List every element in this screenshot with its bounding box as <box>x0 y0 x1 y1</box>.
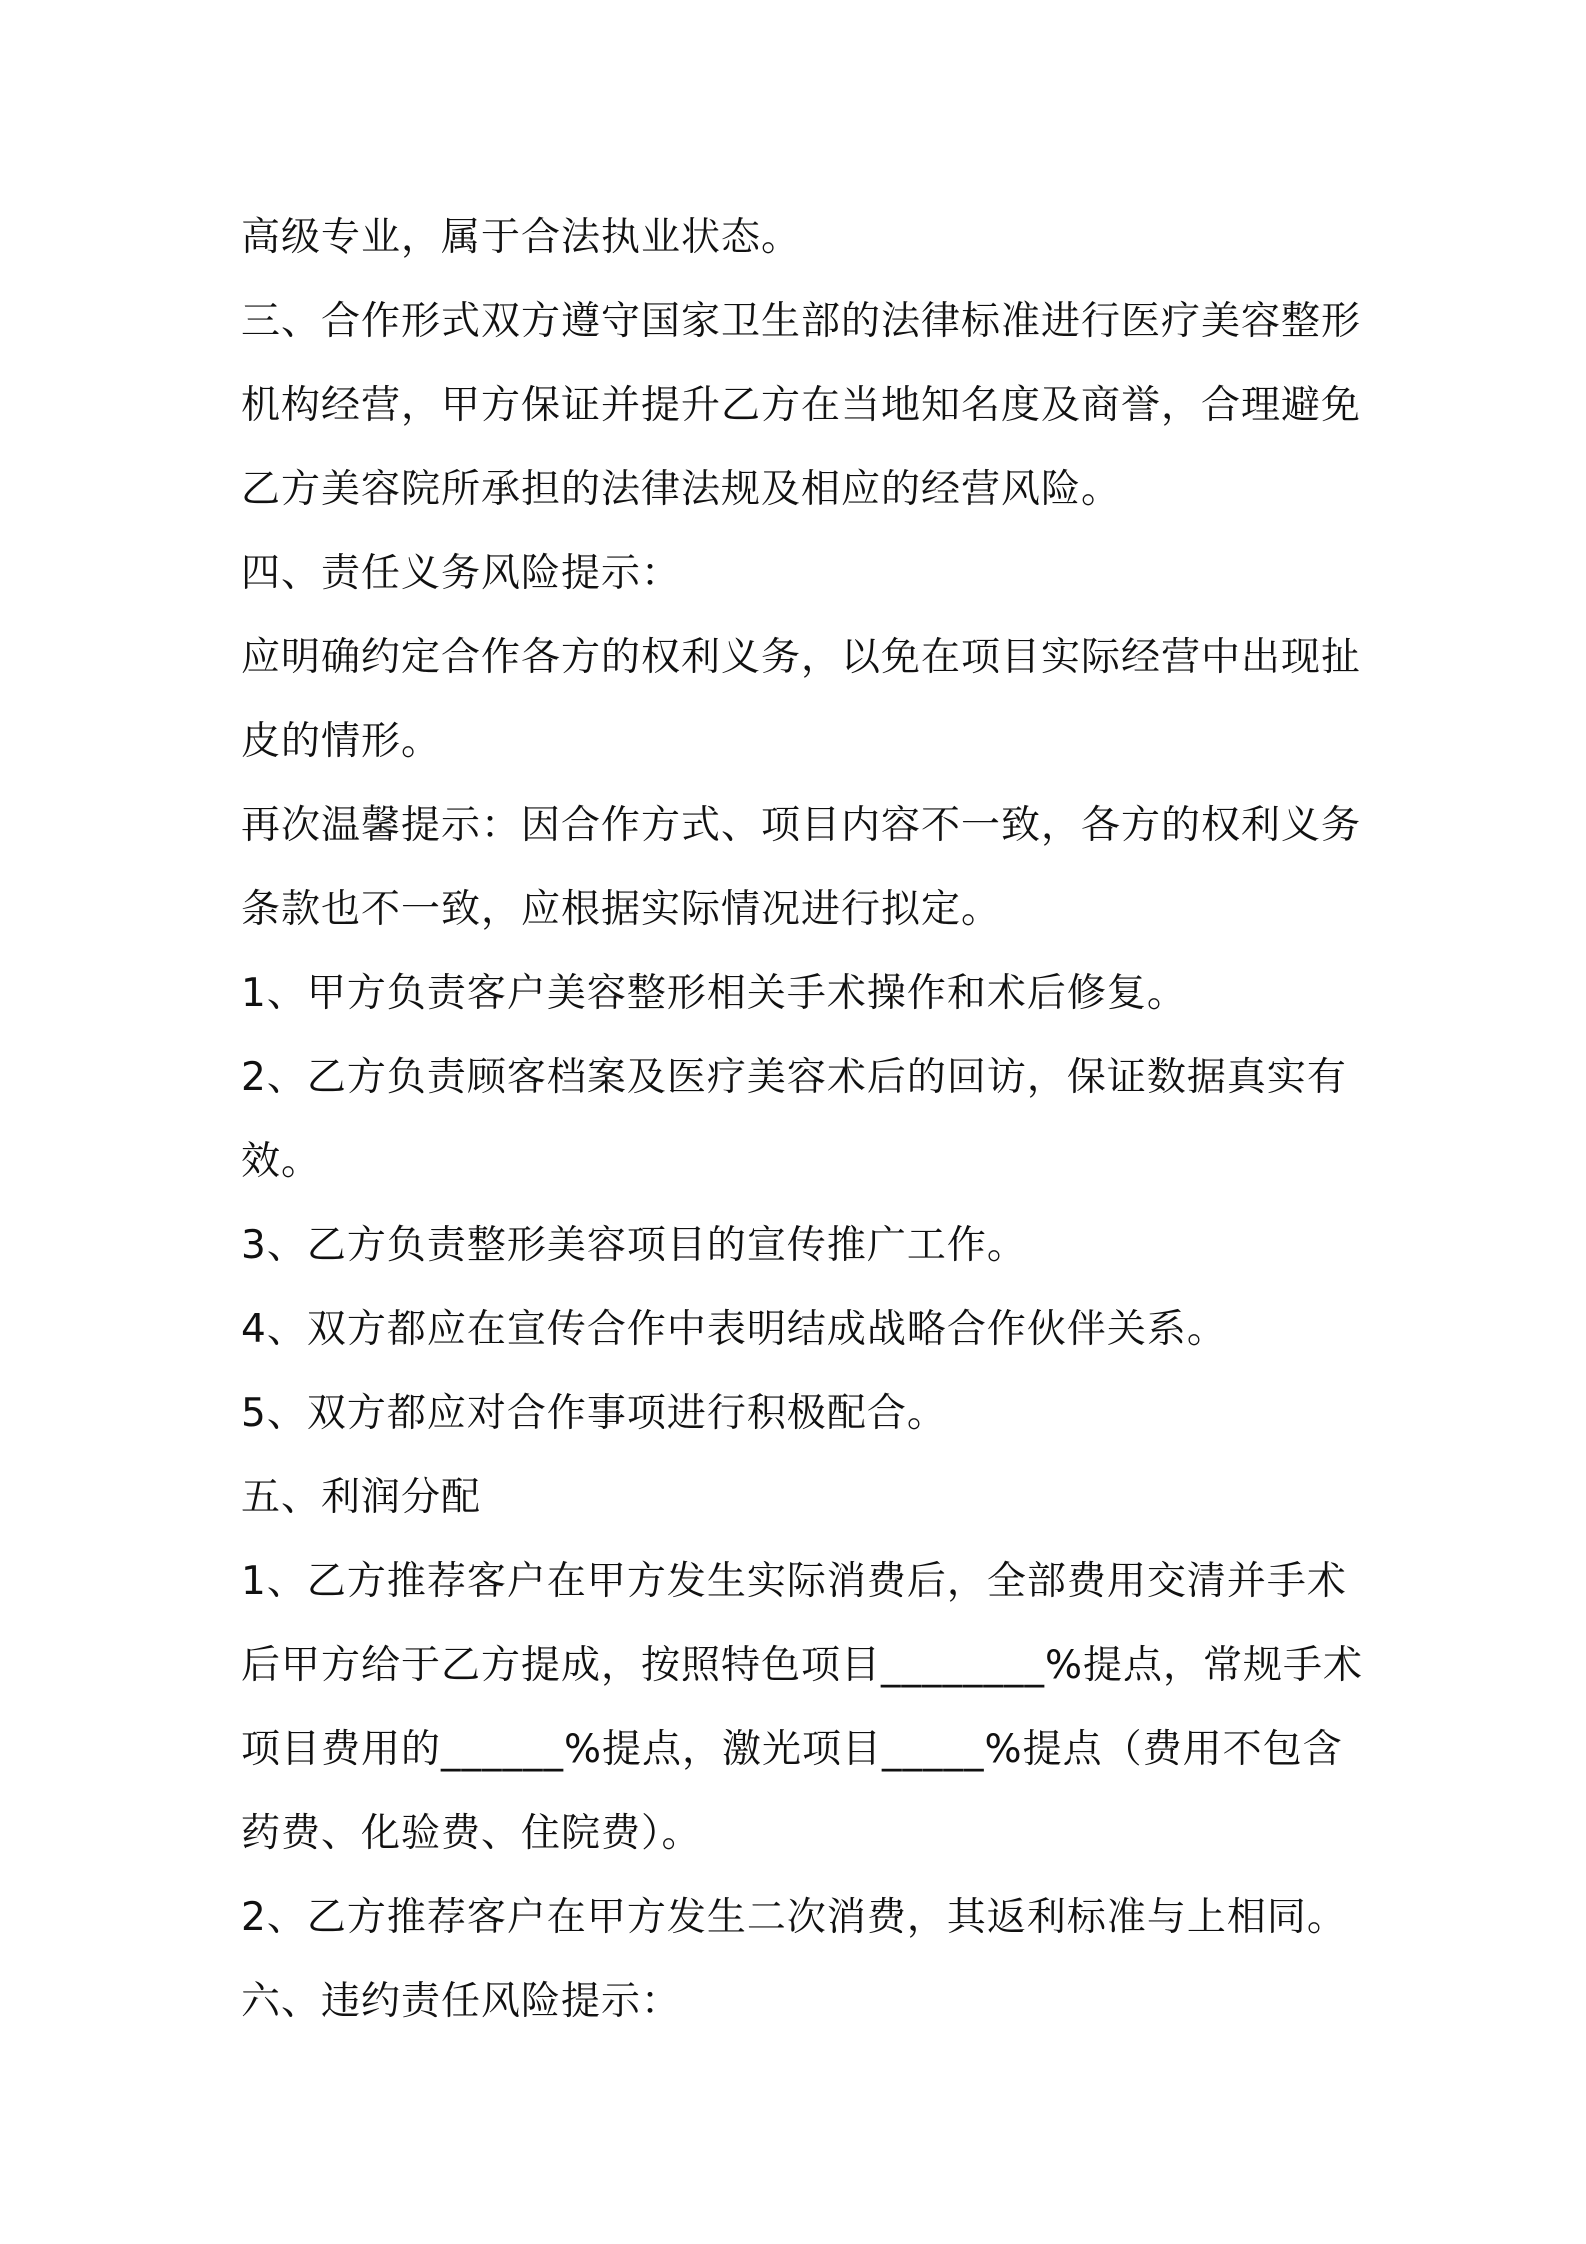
list-item: 2、乙方推荐客户在甲方发生二次消费，其返利标准与上相同。 <box>241 1895 1347 1940</box>
paragraph-line: 效。 <box>241 1139 322 1184</box>
document-body <box>241 196 1364 2044</box>
paragraph-line: 皮的情形。 <box>241 719 442 764</box>
list-item: 5、双方都应对合作事项进行积极配合。 <box>241 1391 947 1436</box>
paragraph-line: 后甲方给于乙方提成，按照特色项目________%提点，常规手术 <box>241 1643 1364 1688</box>
list-item: 4、双方都应在宣传合作中表明结成战略合作伙伴关系。 <box>241 1307 1227 1352</box>
paragraph-line: 药费、化验费、住院费）。 <box>241 1811 702 1856</box>
list-item: 2、乙方负责顾客档案及医疗美容术后的回访，保证数据真实有 <box>241 1055 1347 1100</box>
paragraph-line: 高级专业，属于合法执业状态。 <box>241 215 802 260</box>
reminder-line: 再次温馨提示：因合作方式、项目内容不一致，各方的权利义务 <box>241 803 1362 848</box>
paragraph-line: 条款也不一致，应根据实际情况进行拟定。 <box>241 887 1002 932</box>
paragraph-line: 机构经营，甲方保证并提升乙方在当地知名度及商誉，合理避免 <box>241 383 1362 428</box>
paragraph-line: 应明确约定合作各方的权利义务，以免在项目实际经营中出现扯 <box>241 635 1362 680</box>
section-three-line: 三、合作形式双方遵守国家卫生部的法律标准进行医疗美容整形 <box>241 299 1362 344</box>
paragraph-line: 乙方美容院所承担的法律法规及相应的经营风险。 <box>241 467 1122 512</box>
list-item: 1、甲方负责客户美容整形相关手术操作和术后修复。 <box>241 971 1187 1016</box>
section-four-heading: 四、责任义务风险提示： <box>241 551 682 596</box>
section-five-heading: 五、利润分配 <box>241 1475 482 1520</box>
list-item: 1、乙方推荐客户在甲方发生实际消费后，全部费用交清并手术 <box>241 1559 1347 1604</box>
list-item: 3、乙方负责整形美容项目的宣传推广工作。 <box>241 1223 1027 1268</box>
paragraph-line: 项目费用的______%提点，激光项目_____%提点（费用不包含 <box>241 1727 1343 1772</box>
section-six-heading: 六、违约责任风险提示： <box>241 1979 682 2024</box>
